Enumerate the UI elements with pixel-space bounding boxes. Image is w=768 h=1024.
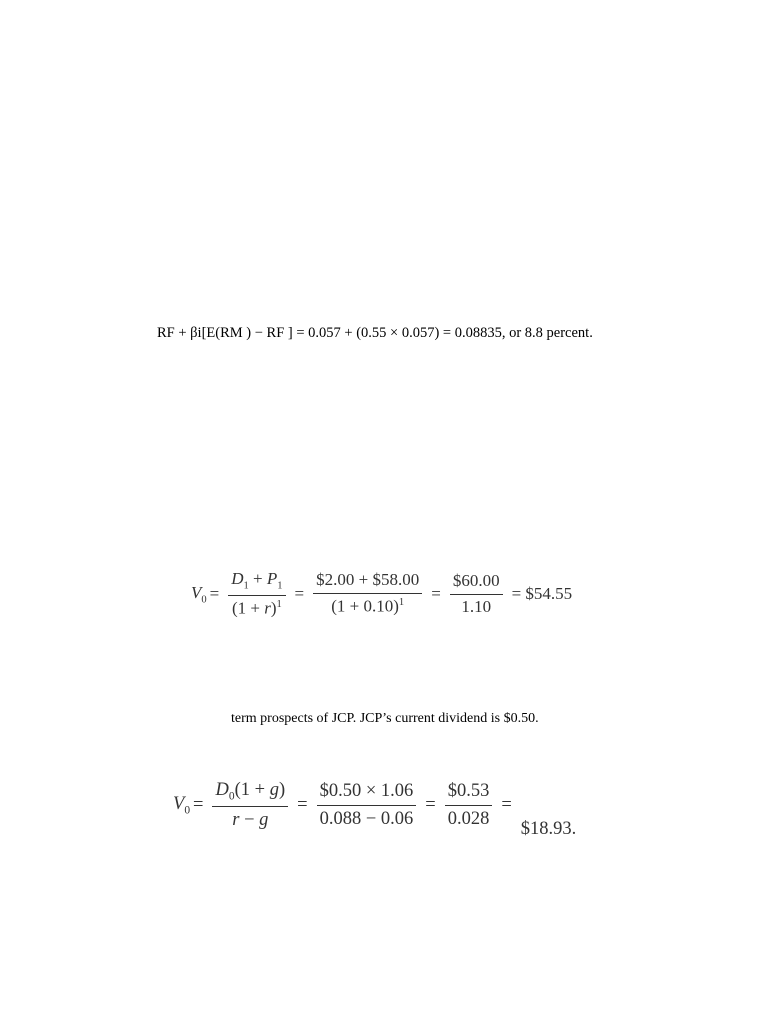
fraction-simplified: [450, 572, 503, 616]
fraction-numerator: $D_1 + P_1$: [228, 570, 285, 596]
equation-result: = $54.55: [511, 584, 573, 603]
fraction-formula: [212, 780, 288, 831]
dividend-note: term prospects of JCP. JCP’s current dividend is $0.50.: [231, 711, 539, 726]
value-symbol: $V_0$: [191, 582, 207, 606]
fraction-substituted: [313, 571, 422, 616]
equals-sign: =: [193, 794, 204, 815]
equals-sign: =: [297, 794, 308, 815]
equation-result: $18.93.: [520, 819, 577, 839]
capm-equation: RF + βi[E(RM ) − RF ] = 0.057 + (0.55 × 0.057) = 0.08835, or 8.8 percent.: [157, 325, 593, 341]
equals-sign: =: [501, 794, 512, 815]
growth-valuation-equation: [173, 776, 577, 839]
fraction-denominator: 0.028: [447, 808, 490, 829]
fraction-denominator: 1.10: [461, 596, 492, 616]
fraction-numerator: $2.00 + $58.00: [313, 571, 422, 594]
fraction-substituted: [317, 781, 417, 829]
one-period-valuation-equation: [191, 568, 575, 620]
equals-sign: =: [209, 584, 220, 603]
fraction-numerator: $D_0(1 + g)$: [212, 780, 288, 807]
fraction-formula: [228, 570, 285, 618]
fraction-numerator: $0.50 × 1.06: [317, 781, 417, 805]
fraction-simplified: [445, 781, 493, 829]
fraction-numerator: $60.00: [450, 572, 503, 595]
equals-sign: =: [294, 584, 305, 603]
fraction-denominator: r − g: [232, 809, 269, 830]
equals-sign: =: [431, 584, 441, 603]
fraction-denominator: $(1 + 0.10)^1$: [331, 596, 405, 616]
fraction-numerator: $0.53: [445, 781, 493, 805]
value-symbol: $V_0$: [173, 793, 191, 817]
fraction-denominator: 0.088 − 0.06: [319, 808, 414, 829]
fraction-denominator: $(1 + r)^1$: [231, 598, 282, 618]
equals-sign: =: [425, 794, 436, 815]
